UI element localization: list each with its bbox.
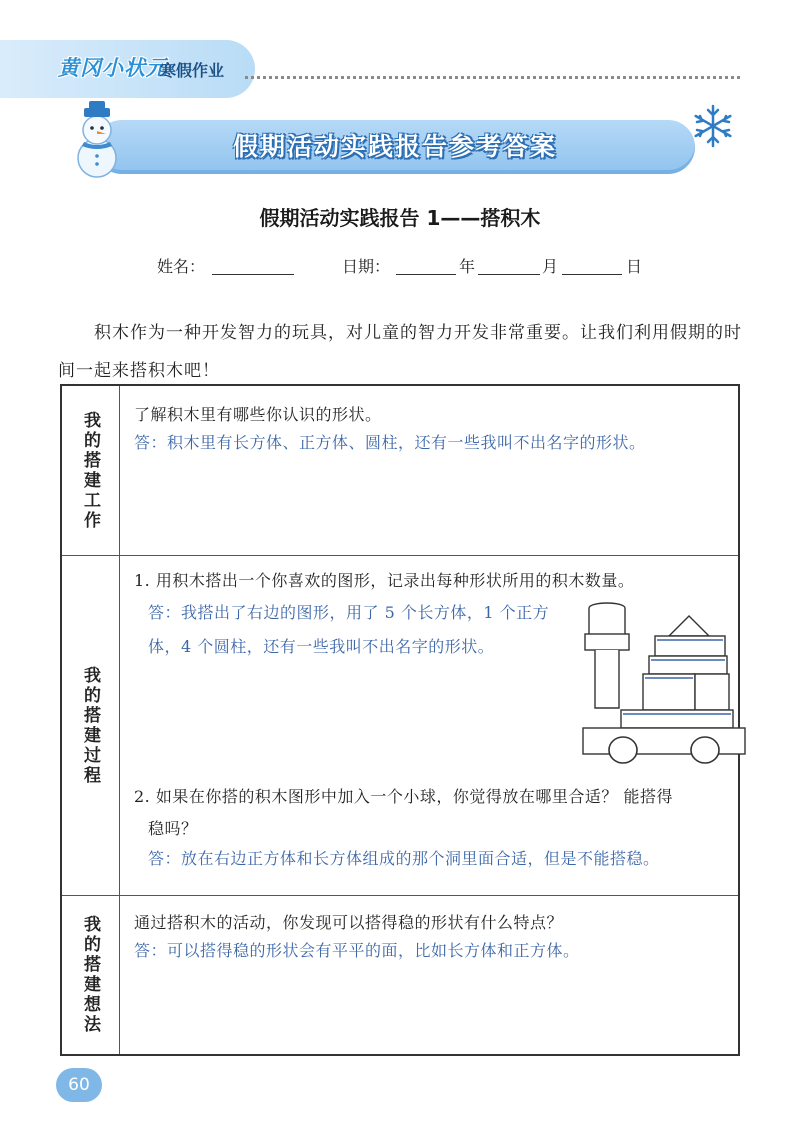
report-title: 假期活动实践报告 1——搭积木 bbox=[259, 206, 541, 230]
answer-text: 答：放在右边正方体和长方体组成的那个洞里面合适，但是不能搭稳。 bbox=[148, 849, 660, 868]
intro-paragraph: 积木作为一种开发智力的玩具，对儿童的智力开发非常重要。让我们利用假期的时间一起来搭积木吧！ bbox=[58, 323, 742, 381]
banner-title: 假期活动实践报告参考答案 bbox=[232, 132, 557, 161]
day-label: 日 bbox=[626, 257, 643, 276]
header-subtitle: 寒假作业 bbox=[160, 61, 225, 80]
name-blank bbox=[212, 274, 294, 275]
snowman-icon bbox=[62, 100, 132, 180]
month-blank bbox=[478, 274, 540, 275]
answer-text: 体，4 个圆柱，还有一些我叫不出名字的形状。 bbox=[148, 637, 495, 656]
month-label: 月 bbox=[542, 257, 559, 276]
snowflake-icon bbox=[690, 103, 736, 149]
table-row-thoughts bbox=[62, 896, 738, 1054]
year-blank bbox=[396, 274, 456, 275]
answer-text: 答：可以搭得稳的形状会有平平的面，比如长方体和正方体。 bbox=[134, 941, 580, 960]
date-label: 日期： bbox=[342, 257, 391, 276]
question-text: 2. 如果在你搭的积木图形中加入一个小球，你觉得放在哪里合适？ 能搭得 bbox=[134, 787, 673, 806]
answer-text: 答：我搭出了右边的图形，用了 5 个长方体，1 个正方 bbox=[148, 603, 550, 622]
day-blank bbox=[562, 274, 622, 275]
page-number: 60 bbox=[56, 1068, 102, 1102]
year-label: 年 bbox=[459, 257, 476, 276]
row-label: 我的搭建想法 bbox=[80, 915, 100, 1035]
label-cell bbox=[62, 556, 120, 895]
report-table bbox=[60, 384, 740, 1056]
answer-text: 答：积木里有长方体、正方体、圆柱，还有一些我叫不出名字的形状。 bbox=[134, 433, 646, 452]
label-cell bbox=[62, 386, 120, 555]
row-label: 我的搭建过程 bbox=[80, 665, 100, 786]
name-label: 姓名： bbox=[157, 257, 206, 276]
question-text: 通过搭积木的活动，你发现可以搭得稳的形状有什么特点？ bbox=[134, 913, 564, 932]
header-dotted-line bbox=[245, 76, 740, 79]
row-label: 我的搭建工作 bbox=[80, 410, 100, 531]
label-cell bbox=[62, 896, 120, 1054]
brand-logo: 黄冈小状元 bbox=[58, 56, 168, 80]
building-blocks-figure bbox=[577, 596, 752, 766]
question-text: 1. 用积木搭出一个你喜欢的图形，记录出每种形状所用的积木数量。 bbox=[134, 571, 635, 590]
table-row-work bbox=[62, 386, 738, 556]
question-text: 稳吗？ bbox=[148, 819, 198, 838]
table-row-process bbox=[62, 556, 738, 896]
question-text: 了解积木里有哪些你认识的形状。 bbox=[134, 405, 382, 424]
